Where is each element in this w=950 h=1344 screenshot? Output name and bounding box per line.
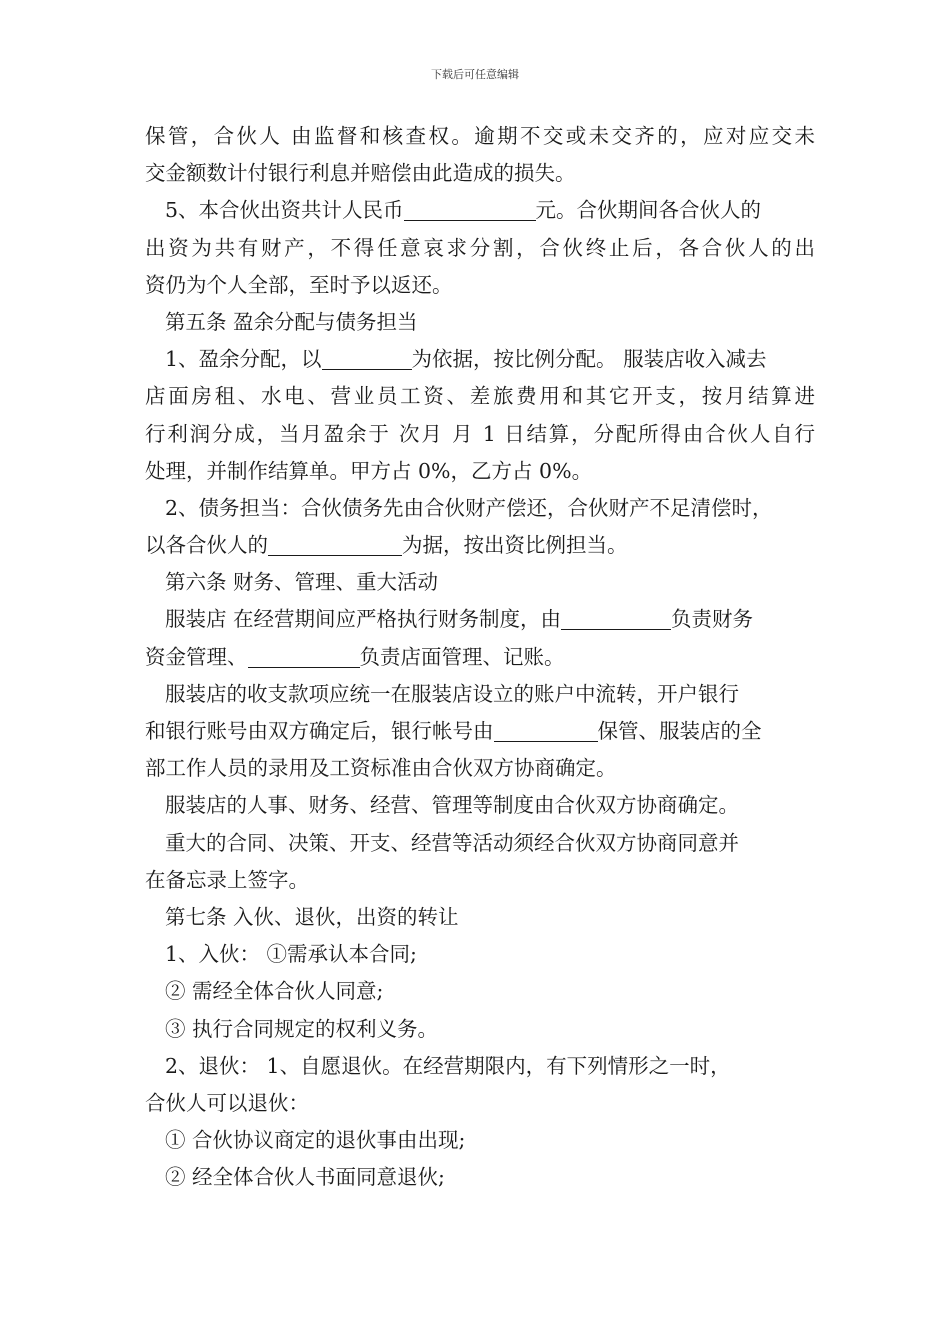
- paragraph-line: [145, 527, 815, 564]
- paragraph-line: 保管，合伙人 由监督和核查权。逾期不交或未交齐的，应对应交未: [145, 124, 815, 148]
- text-segment: 和银行账号由双方确定后，银行帐号由: [145, 719, 494, 743]
- paragraph-line: 服装店的人事、财务、经营、管理等制度由合伙双方协商确定。: [165, 793, 739, 818]
- paragraph-line: [145, 192, 815, 229]
- paragraph-line: [145, 601, 815, 638]
- paragraph-line: 资仍为个人全部，至时予以返还。: [145, 272, 453, 297]
- fill-in-blank[interactable]: [561, 603, 671, 630]
- document-body: [145, 118, 815, 1196]
- list-item: ① 合伙协议商定的退伙事由出现;: [165, 1128, 466, 1153]
- paragraph-line: 合伙人可以退伙：: [145, 1090, 309, 1115]
- paragraph-line: 2、退伙： 1、自愿退伙。在经营期限内，有下列情形之一时，: [165, 1053, 731, 1078]
- fill-in-blank[interactable]: [322, 343, 412, 370]
- paragraph-line: [145, 713, 815, 750]
- paragraph-line: 服装店的收支款项应统一在服装店设立的账户中流转，开户银行: [165, 681, 739, 706]
- text-segment: 元。合伙期间各合伙人的: [535, 198, 762, 223]
- text-segment: 资金管理、: [145, 644, 248, 669]
- paragraph-line: 出资为共有财产，不得任意哀求分割，合伙终止后，各合伙人的出: [145, 235, 815, 260]
- paragraph-line: 店面房租、水电、营业员工资、差旅费用和其它开支，按月结算进: [145, 384, 815, 409]
- paragraph-line: 重大的合同、决策、开支、经营等活动须经合伙双方协商同意并: [165, 830, 739, 855]
- paragraph-line: 处理，并制作结算单。甲方占 0%，乙方占 0%。: [145, 458, 593, 483]
- text-segment: 为据，按出资比例担当。: [402, 533, 628, 558]
- text-segment: 以各合伙人的: [145, 533, 268, 558]
- text-segment: 负责店面管理、记账。: [359, 644, 565, 669]
- page-header: 下载后可任意编辑: [431, 68, 519, 81]
- list-item: ② 经全体合伙人书面同意退伙;: [165, 1165, 445, 1190]
- text-segment: 保管、服装店的全: [597, 719, 762, 743]
- text-segment: 为依据，按比例分配。 服装店收入减去: [411, 347, 767, 372]
- section-heading: 第六条 财务、管理、重大活动: [165, 570, 439, 595]
- paragraph-line: 部工作人员的录用及工资标准由合伙双方协商确定。: [145, 756, 617, 781]
- paragraph-line: [145, 639, 815, 676]
- fill-in-blank[interactable]: [494, 715, 598, 742]
- paragraph-line: [145, 341, 815, 378]
- paragraph-line: 2、债务担当：合伙债务先由合伙财产偿还，合伙财产不足清偿时，: [165, 495, 773, 520]
- list-item: ② 需经全体合伙人同意;: [165, 979, 384, 1004]
- text-segment: 1、盈余分配，以: [165, 347, 322, 372]
- fill-in-blank[interactable]: [268, 529, 402, 556]
- text-segment: 负责财务: [671, 607, 754, 632]
- paragraph-line: 行利润分成，当月盈余于 次月 月 1 日结算，分配所得由合伙人自行: [145, 421, 815, 446]
- section-heading: 第五条 盈余分配与债务担当: [165, 309, 418, 334]
- list-item: ③ 执行合同规定的权利义务。: [165, 1016, 439, 1041]
- paragraph-line: 在备忘录上签字。: [145, 867, 309, 892]
- list-item: 1、入伙： ①需承认本合同;: [165, 942, 417, 967]
- fill-in-blank[interactable]: [248, 641, 360, 668]
- paragraph-line: 交金额数计付银行利息并赔偿由此造成的损失。: [145, 161, 576, 186]
- text-segment: 5、本合伙出资共计人民币: [165, 198, 404, 223]
- text-segment: 服装店 在经营期间应严格执行财务制度，由: [165, 607, 562, 632]
- section-heading: 第七条 入伙、退伙，出资的转让: [165, 904, 459, 929]
- fill-in-blank[interactable]: [404, 194, 536, 221]
